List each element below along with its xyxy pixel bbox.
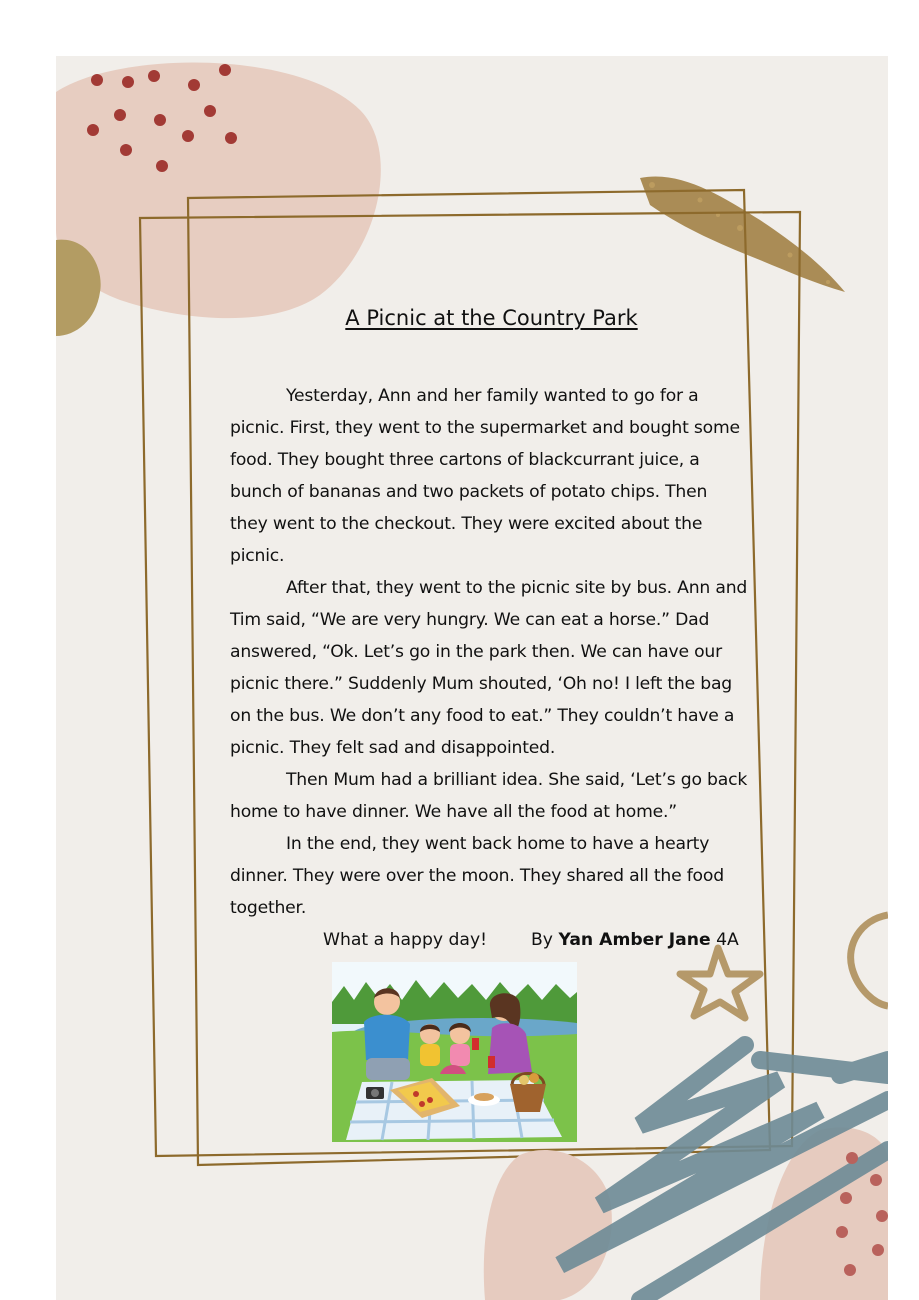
story-title: A Picnic at the Country Park bbox=[345, 306, 638, 330]
paragraph-2: After that, they went to the picnic site by bus. Ann and Tim said, “We are very hungry. We can eat a horse.” Dad answered, “Ok. Let’s go in the park then. We can have our picnic there.” Suddenly Mum shouted, ‘Oh no! I left the bag on the bus. We don’t any food to eat.” They couldn’t have a picnic. They felt sad and disappointed. bbox=[230, 578, 748, 758]
blush-blob-shape bbox=[56, 62, 381, 318]
family-picnic-illustration bbox=[332, 962, 577, 1142]
closing-text: What a happy day! bbox=[323, 930, 488, 950]
by-label: By bbox=[531, 930, 553, 950]
author-class: 4A bbox=[716, 930, 739, 950]
paragraph-3: Then Mum had a brilliant idea. She said, ‘Let’s go back home to have dinner. We have all the food at home.” bbox=[230, 770, 748, 822]
blush-blob-bottom bbox=[484, 1150, 612, 1300]
story-body bbox=[230, 380, 750, 924]
paragraph-1: Yesterday, Ann and her family wanted to go for a picnic. First, they went to the supermarket and bought some food. They bought three cartons of blackcurrant juice, a bunch of bananas and two packets of potato chips. Then they went to the checkout. They were excited about the picnic. bbox=[230, 386, 740, 566]
gold-star-shape bbox=[680, 948, 760, 1018]
author-name: Yan Amber Jane bbox=[558, 930, 711, 950]
paragraph-4: In the end, they went back home to have a hearty dinner. They were over the moon. They shared all the food together. bbox=[230, 834, 724, 918]
gold-glitter-stroke bbox=[640, 176, 845, 292]
gold-ring-shape bbox=[851, 915, 888, 1006]
closing-line bbox=[323, 924, 739, 956]
